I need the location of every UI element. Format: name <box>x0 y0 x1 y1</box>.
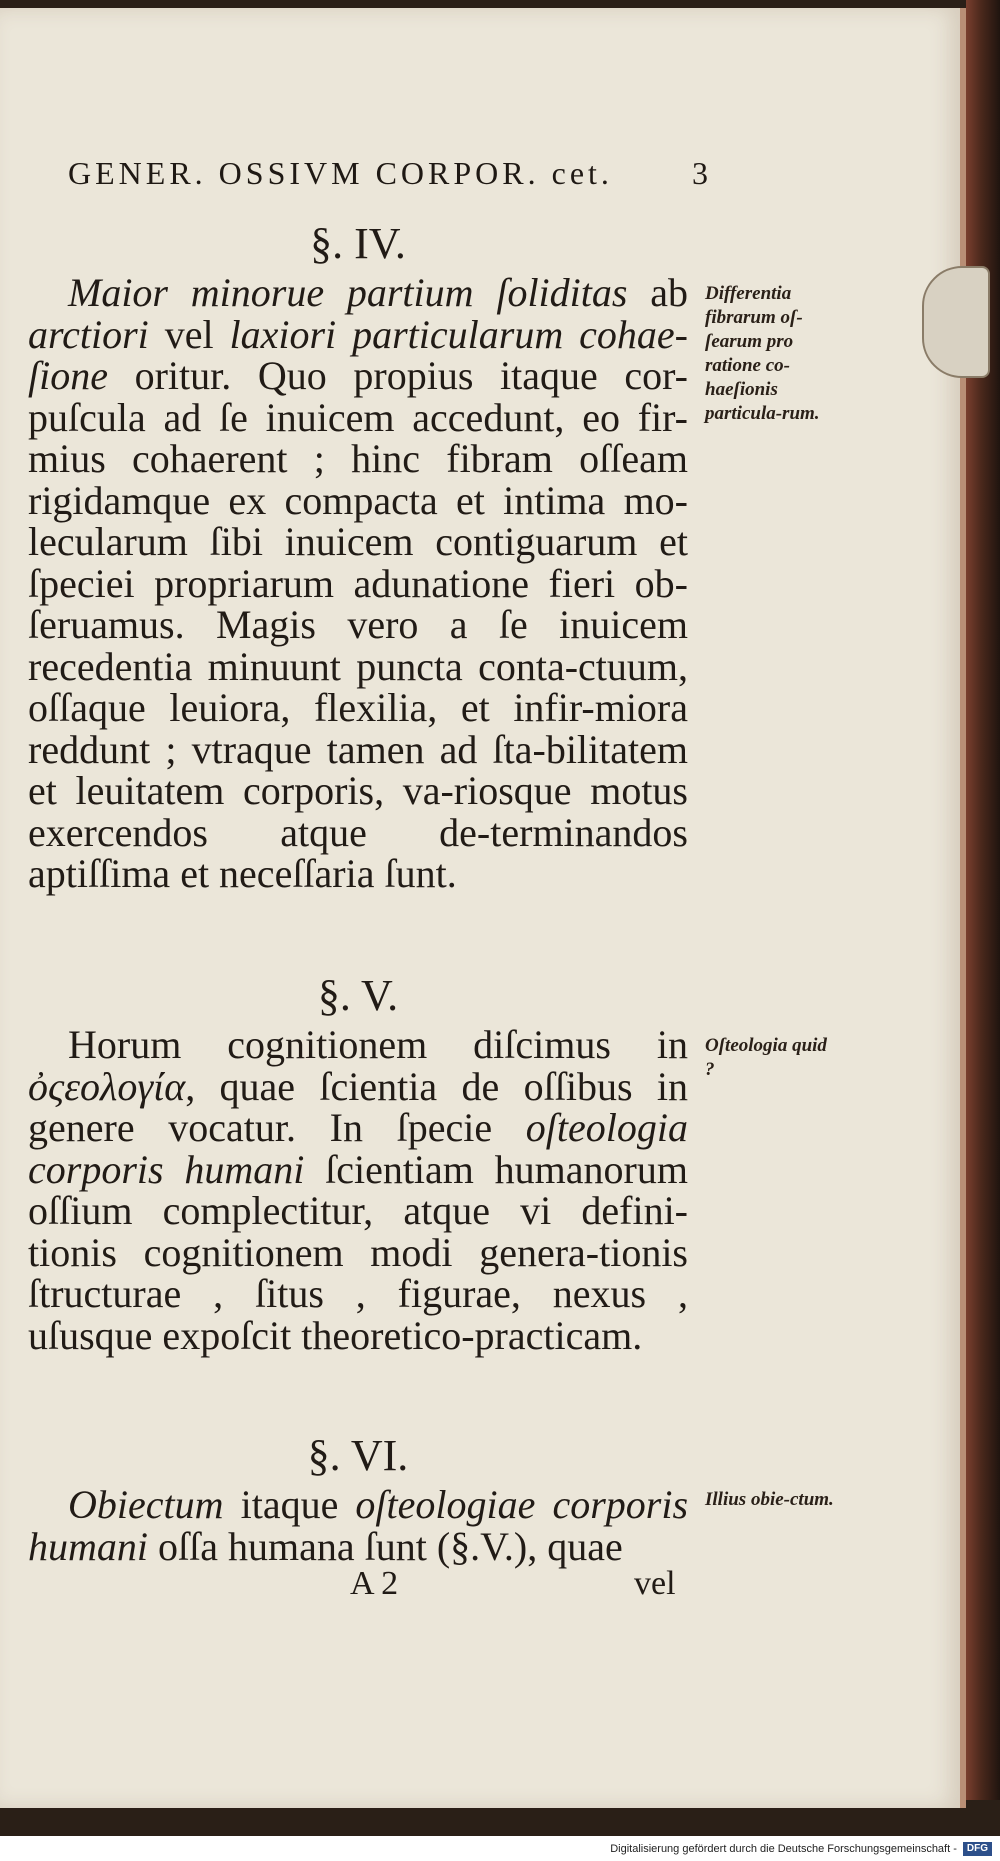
text-run: oritur. Quo propius itaque cor-puſcula ad ſe inuicem accedunt, eo fir-mius cohaerent ; hinc fibram oſſeam rigidamque ex compacta et intima mo-lecularum ſibi inuicem contiguarum et ſpeciei propriarum adunatione fieri ob-ſeruamus. Magis vero a ſe inuicem recedentia minuunt puncta conta-ctuum, oſſaque leuiora, flexilia, et infir-miora reddunt ; vtraque tamen ad ſta-bilitatem et leuitatem corporis, va-riosque motus exercendos atque de-terminandos aptiſſima et neceſſaria ſunt. <box>28 353 688 896</box>
page-number: 3 <box>692 155 708 191</box>
section-v <box>28 970 688 1356</box>
catchword: vel <box>634 1565 676 1602</box>
dfg-logo[interactable]: DFG <box>963 1842 992 1856</box>
section-paragraph <box>28 1024 688 1356</box>
text-run: ſcientiam humanorum oſſium complectitur, atque vi defini-tionis cognitionem modi genera-tionis ſtructurae , ſitus , figurae, nexus , uſusque expoſcit theoretico-practicam. <box>28 1146 688 1358</box>
section-heading: §. IV. <box>310 219 406 268</box>
text-run: ὀςεολογία <box>28 1063 186 1109</box>
section-iv <box>28 218 688 895</box>
footer-text: Digitalisierung gefördert durch die Deutsche Forschungsgemeinschaft - <box>610 1842 957 1855</box>
section-vi <box>28 1430 688 1567</box>
text-run: Maior minorue partium <box>68 270 497 315</box>
digitization-footer <box>0 1836 1000 1861</box>
margin-note: Differentia fibrarum oſ-ſearum pro ratione co-haeſionis particula-rum. <box>705 283 820 424</box>
text-run: oſteologiae corporis humani <box>28 1482 689 1569</box>
text-run: itaque <box>223 1482 356 1527</box>
running-header <box>68 155 708 201</box>
text-run: oſteologia corporis humani <box>28 1105 688 1192</box>
text-run: ſoliditas <box>496 270 628 315</box>
text-run: arctiori <box>28 311 149 357</box>
text-run: Horum cognitionem diſcimus in <box>68 1022 688 1067</box>
running-header-title: GENER. OSSIVM CORPOR. cet. <box>68 155 613 191</box>
section-paragraph <box>28 272 688 895</box>
text-run: laxiori particularum cohae-ſione <box>28 311 688 398</box>
margin-note: Illius obie-ctum. <box>705 1489 834 1510</box>
text-run: , quae ſcientia de oſſibus in genere vocatur. In ſpecie <box>28 1063 688 1150</box>
text-run: Obiectum <box>68 1482 224 1527</box>
section-paragraph <box>28 1484 688 1567</box>
section-heading: §. V. <box>317 971 399 1020</box>
text-run: vel <box>148 311 230 357</box>
text-run: oſſa humana ſunt (§.V.), quae <box>148 1523 623 1569</box>
signature-mark: A 2 <box>350 1565 399 1602</box>
text-run: ab <box>627 270 688 315</box>
section-heading: §. VI. <box>307 1431 409 1480</box>
page-clip <box>922 266 990 378</box>
margin-note: Oſteologia quid ? <box>705 1035 827 1080</box>
